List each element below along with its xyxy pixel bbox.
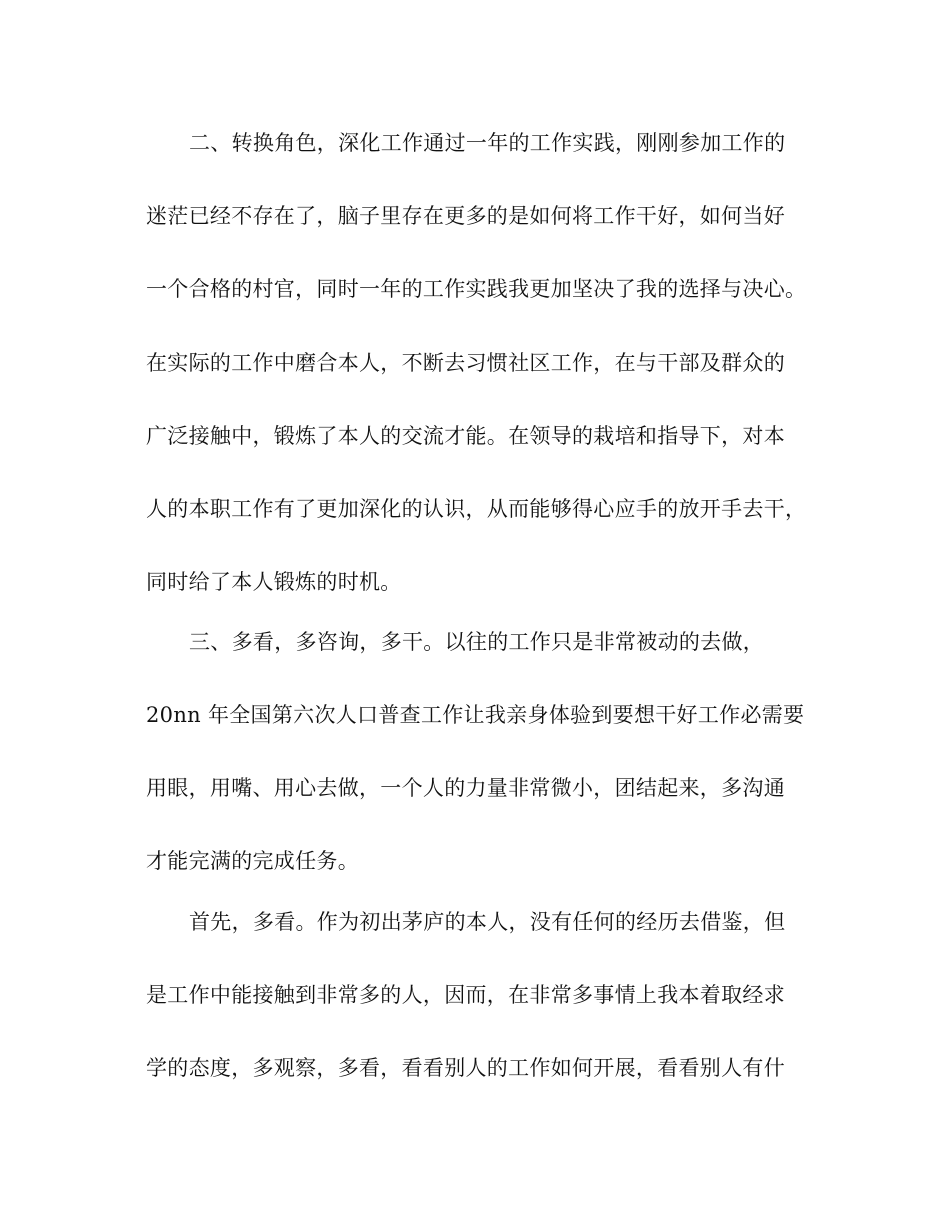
paragraph-line: 三、多看，多咨询，多干。以往的工作只是非常被动的去做，	[189, 630, 765, 654]
paragraph-line: 同时给了本人锻炼的时机。	[146, 570, 402, 594]
paragraph-line: 首先，多看。作为初出茅庐的本人，没有任何的经历去借鉴，但	[189, 910, 786, 934]
paragraph-line: 二、转换角色，深化工作通过一年的工作实践，刚刚参加工作的	[189, 131, 786, 155]
paragraph-line: 20nn 年全国第六次人口普查工作让我亲身体验到要想干好工作必需要	[146, 703, 805, 727]
paragraph-line: 一个合格的村官，同时一年的工作实践我更加坚决了我的选择与决心。	[146, 277, 807, 301]
paragraph-line: 是工作中能接触到非常多的人，因而，在非常多事情上我本着取经求	[146, 983, 785, 1007]
paragraph-line: 用眼，用嘴、用心去做，一个人的力量非常微小，团结起来，多沟通	[146, 776, 785, 800]
paragraph-line: 广泛接触中，锻炼了本人的交流才能。在领导的栽培和指导下，对本	[146, 424, 785, 448]
paragraph-line: 迷茫已经不存在了，脑子里存在更多的是如何将工作干好，如何当好	[146, 204, 785, 228]
paragraph-line: 才能完满的完成任务。	[146, 849, 359, 873]
paragraph-line: 学的态度，多观察，多看，看看别人的工作如何开展，看看别人有什	[146, 1056, 785, 1080]
paragraph-line: 人的本职工作有了更加深化的认识，从而能够得心应手的放开手去干，	[146, 497, 807, 521]
paragraph-line: 在实际的工作中磨合本人，不断去习惯社区工作，在与干部及群众的	[146, 351, 785, 375]
